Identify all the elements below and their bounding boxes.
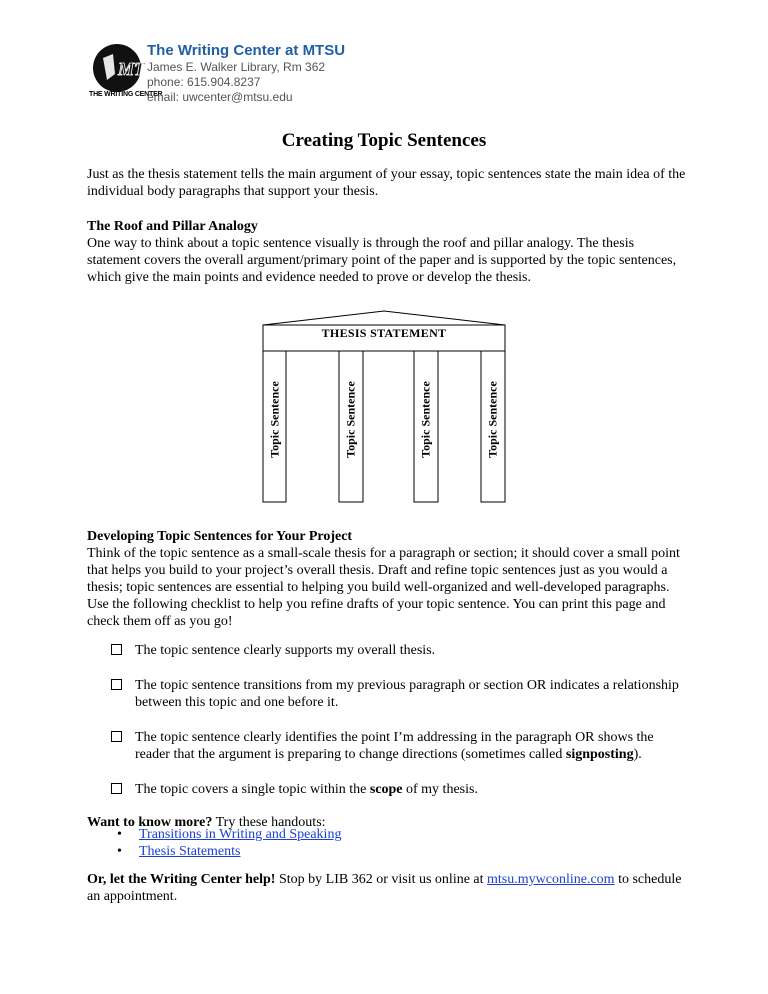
developing-section (87, 528, 687, 630)
help-text-after: to schedule an appointment. (87, 872, 682, 904)
analogy-heading: The Roof and Pillar Analogy (87, 219, 258, 234)
checkbox[interactable] (111, 731, 122, 742)
logo-emblem-icon (93, 44, 145, 92)
org-phone: phone: 615.904.8237 (147, 75, 261, 89)
developing-heading: Developing Topic Sentences for Your Project (87, 529, 353, 544)
thesis-statements-link[interactable]: Thesis Statements (139, 844, 241, 859)
checklist-text: The topic sentence clearly supports my overall thesis. (135, 643, 436, 658)
pillar-label-4: Topic Sentence (485, 381, 500, 458)
help-heading: Or, let the Writing Center help! (87, 872, 276, 887)
intro-paragraph: Just as the thesis statement tells the main argument of your essay, topic sentences state the main idea of the individual body paragraphs that support your thesis. (87, 167, 686, 199)
wconline-link[interactable]: mtsu.mywconline.com (487, 872, 615, 887)
developing-body: Think of the topic sentence as a small-scale thesis for a paragraph or section; it should cover a small point that helps you build to your project’s overall thesis. Draft and refine topic sentences just as you would a thesis; topic sentences are essential to helping you build well-organized and well-developed paragraphs. Use the following checklist to help you refine drafts of your topic sentence. You can print this page and check them off as you go! (87, 546, 680, 629)
pillar-label-1: Topic Sentence (267, 381, 282, 458)
checklist-text-part: The topic covers a single topic within the (135, 782, 370, 797)
more-text: Try these handouts: (212, 815, 326, 830)
analogy-body: One way to think about a topic sentence visually is through the roof and pillar analogy. The thesis statement covers the overall argument/primary point of the paper and is supported by the topic sentences, which give the main points and evidence needed to prove or develop the thesis. (87, 236, 677, 285)
signposting-term: signposting (565, 747, 634, 762)
help-section (87, 871, 687, 905)
checkbox[interactable] (111, 783, 122, 794)
more-heading: Want to know more? (87, 815, 213, 830)
checkbox[interactable] (111, 644, 122, 655)
logo-mark: MT (118, 59, 145, 79)
roof-label: THESIS STATEMENT (321, 326, 447, 340)
writing-center-logo (93, 44, 145, 92)
logo-caption: THE WRITING CENTER (89, 91, 163, 98)
org-email: email: uwcenter@mtsu.edu (147, 90, 293, 104)
org-address: James E. Walker Library, Rm 362 (147, 60, 326, 74)
checklist-text-part: ). (633, 747, 642, 762)
org-name: The Writing Center at MTSU (147, 42, 346, 59)
checklist-text-part: The topic sentence clearly identifies the point I’m addressing in the paragraph OR shows the reader that the argument is preparing to change directions (sometimes called (135, 730, 654, 762)
checklist-text (135, 781, 691, 798)
checkbox[interactable] (111, 679, 122, 690)
scope-term: scope (369, 782, 403, 797)
analogy-section (87, 218, 687, 286)
checklist-text: The topic sentence transitions from my previous paragraph or section OR indicates a relationship between this topic and one before it. (135, 678, 679, 710)
roof-pillar-diagram (262, 309, 506, 503)
bullet: • (117, 827, 122, 842)
checklist-text-part: of my thesis. (402, 782, 478, 797)
checklist-text (135, 729, 691, 763)
bullet: • (117, 844, 122, 859)
pillar-label-3: Topic Sentence (418, 381, 433, 458)
transitions-handout-link[interactable]: Transitions in Writing and Speaking (139, 827, 342, 842)
page-title: Creating Topic Sentences (281, 130, 487, 151)
pillar-label-2: Topic Sentence (343, 381, 358, 458)
help-text: Stop by LIB 362 or visit us online at (275, 872, 488, 887)
